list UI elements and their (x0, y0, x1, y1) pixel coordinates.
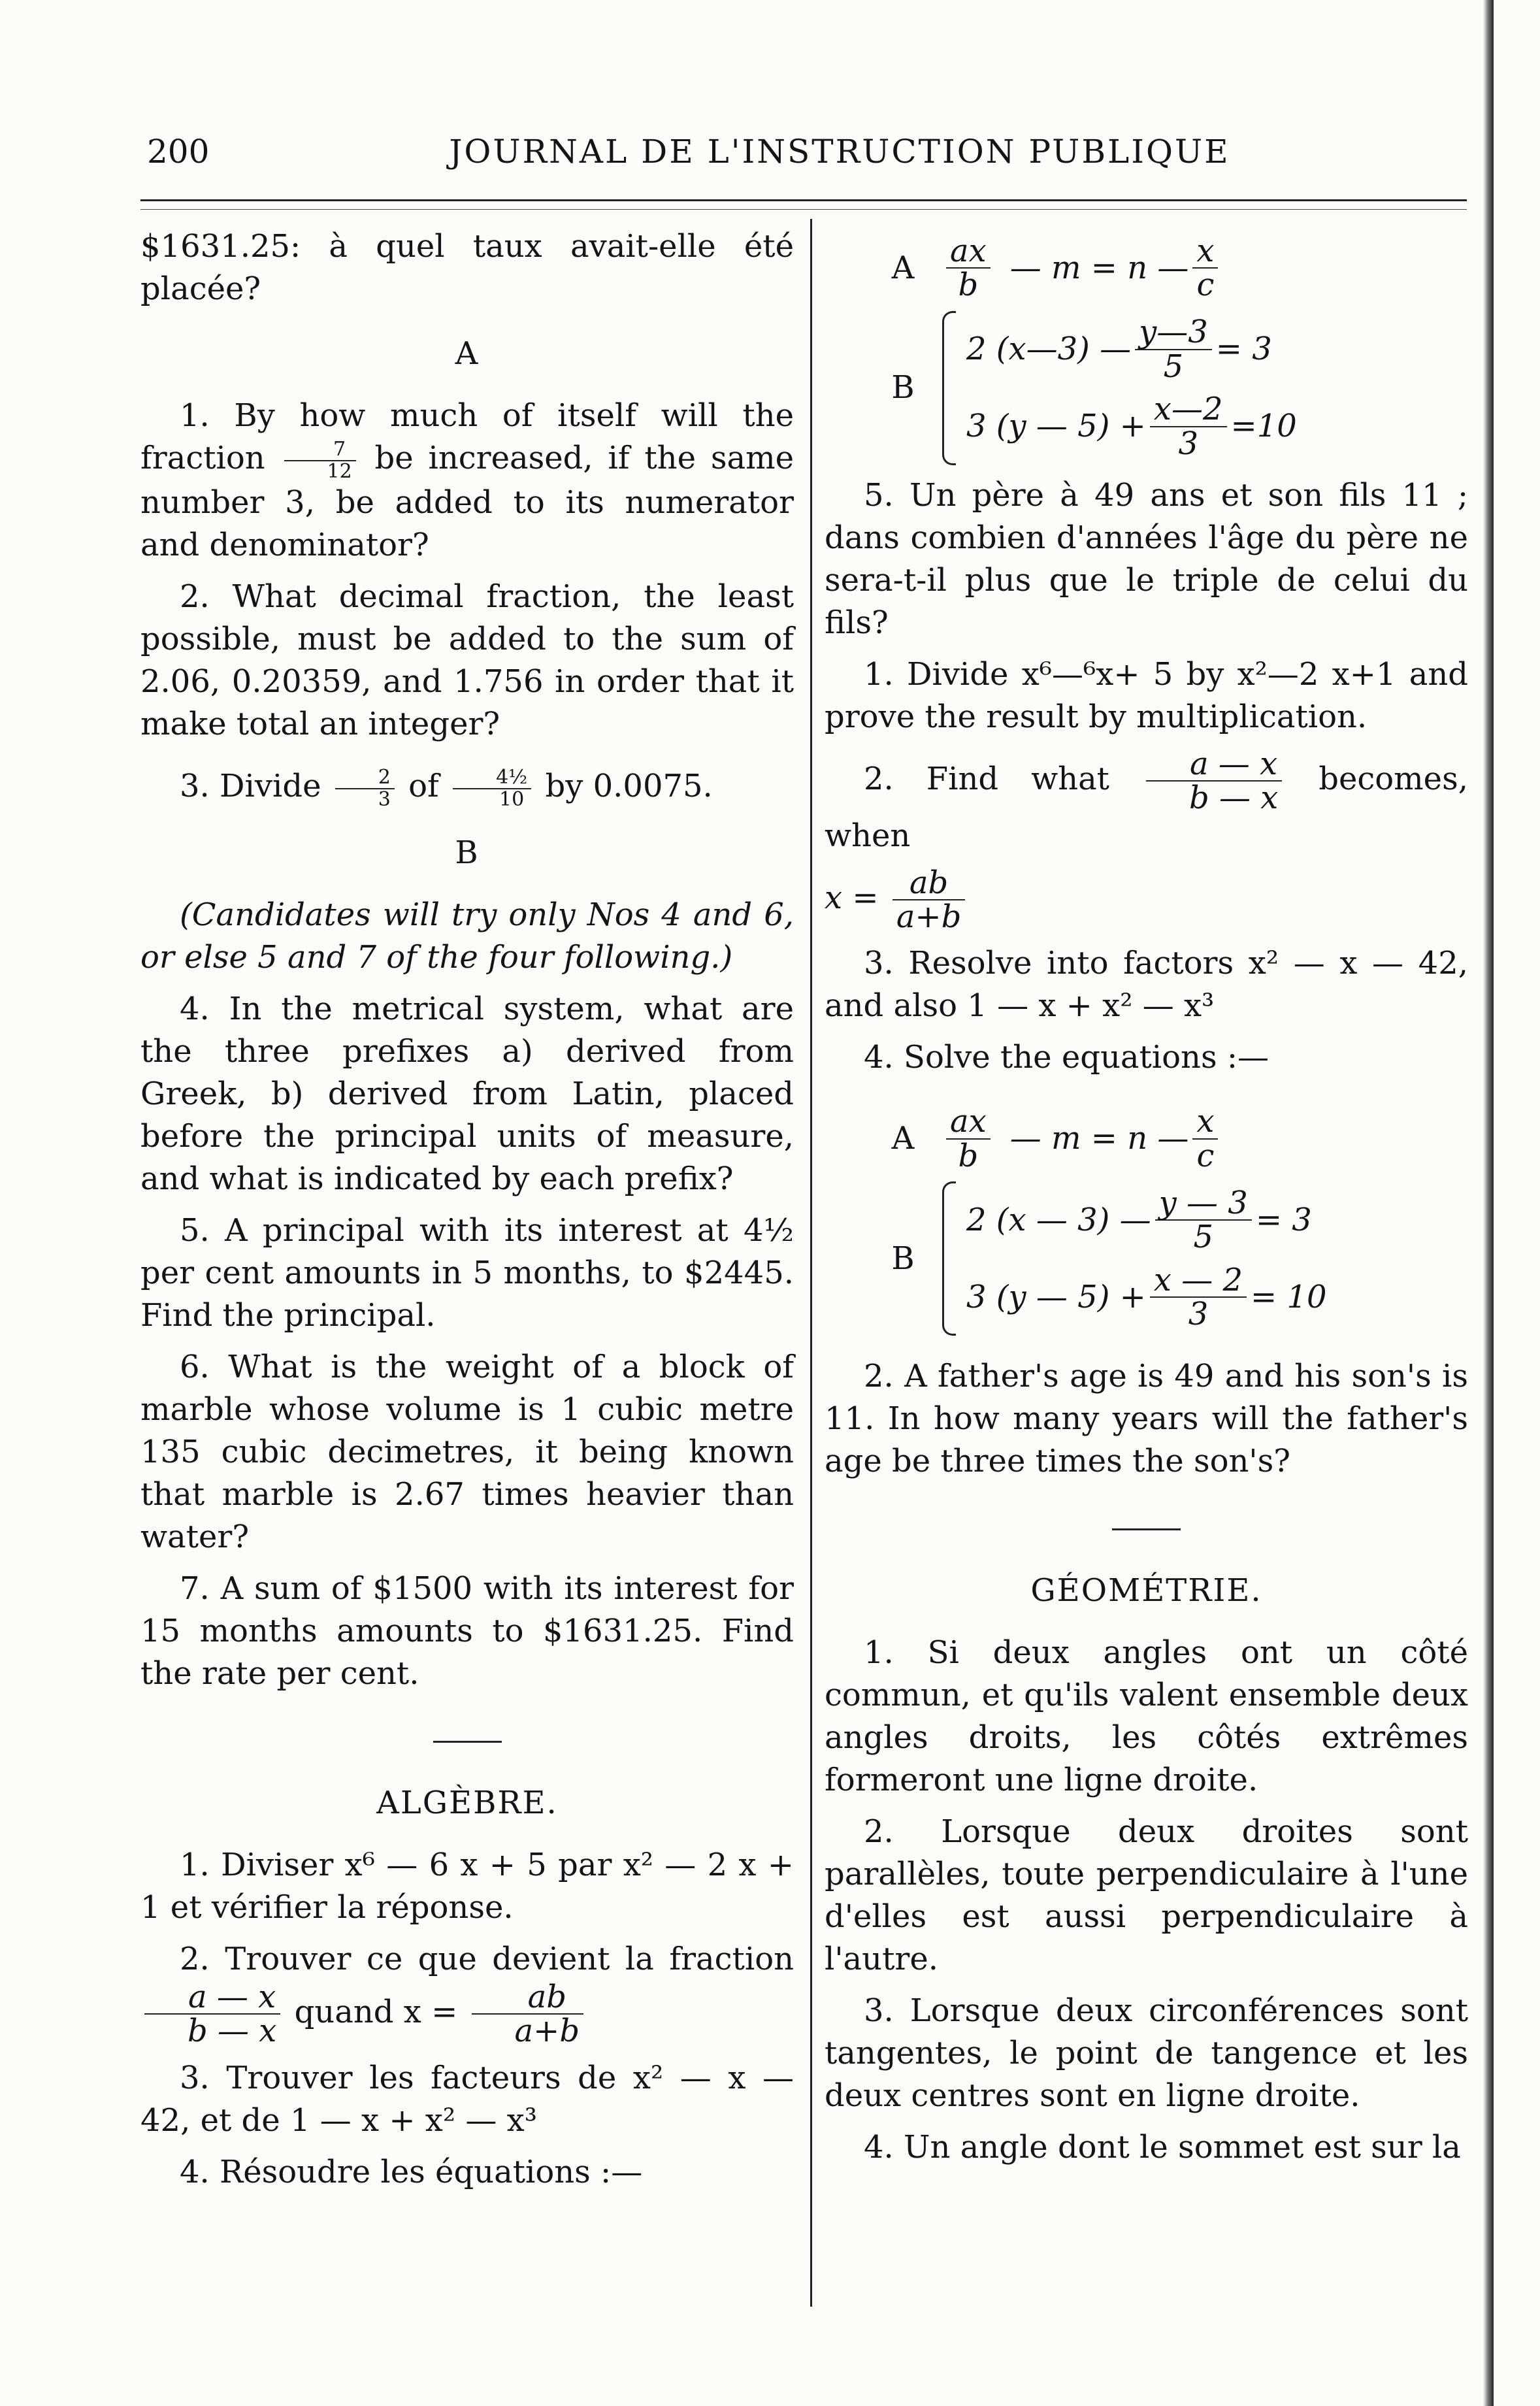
fraction-two-thirds (335, 767, 395, 810)
fraction-denominator: 5 (1163, 348, 1184, 385)
algebre-q3: 3. Trouver les facteurs de x² — x — 42, et de 1 — x + x² — x³ (140, 2059, 794, 2139)
fraction-denominator: a+b (896, 898, 962, 935)
english-q4: 4. Solve the equations :— (864, 1039, 1270, 1076)
fraction-a-x-over-b-x (1146, 745, 1282, 817)
section-a-heading: A (455, 335, 480, 372)
geometrie-q1: 1. Si deux angles ont un côté commun, et qu'ils valent ensemble deux angles droits, les côtés extrêmes formeront une ligne droite. (825, 1634, 1468, 1799)
fraction-denominator: b (958, 267, 979, 304)
intro-text: $1631.25: à quel taux avait-elle été placée? (140, 228, 794, 307)
column-divider (810, 219, 812, 2307)
fraction-x-over-c (1192, 1105, 1218, 1172)
algebre-heading: ALGÈBRE. (376, 1785, 558, 1821)
question-a3 (140, 765, 794, 810)
fraction-denominator: b (958, 1137, 979, 1174)
question-a3-of: of (408, 768, 439, 804)
english-q5: 2. A father's age is 49 and his son's is 11. In how many years will the father's age be three times the son's? (825, 1358, 1468, 1480)
fraction-numerator: ax (946, 235, 991, 269)
system-line-1 (966, 311, 1297, 388)
fraction-denominator: 10 (499, 787, 525, 811)
algebre-q2 (140, 1938, 794, 2048)
candidates-note: (Candidates will try only Nos 4 and 6, or else 5 and 7 of the four following.) (140, 897, 794, 976)
line-post: = 3 (1215, 331, 1272, 368)
fraction-numerator: x (1192, 235, 1218, 269)
header-rule (140, 199, 1467, 201)
line-pre: 3 (y — 5) + (966, 1278, 1146, 1315)
algebre-q2-pre: 2. Trouver ce que devient la fraction (180, 1941, 794, 1977)
fraction-numerator: ax (946, 1105, 991, 1139)
fraction-denominator: 5 (1193, 1219, 1213, 1256)
question-b7: 7. A sum of $1500 with its interest for 15 months amounts to $1631.25. Find the rate per cent. (140, 1570, 794, 1692)
section-separator (1112, 1528, 1181, 1530)
fraction-denominator: 12 (327, 459, 352, 483)
binding-edge (1483, 0, 1494, 2406)
fraction-denominator: a+b (514, 2013, 580, 2050)
line-pre: 2 (x — 3) — (966, 1201, 1151, 1238)
fraction-denominator: b — x (1188, 780, 1279, 817)
question-a1-pre: 1. By how much of itself will the fraction (140, 397, 794, 476)
fraction-ab-over-a-plus-b (893, 866, 966, 934)
right-column (825, 225, 1468, 2178)
question-a3-post: by 0.0075. (545, 768, 713, 804)
english-q2 (825, 745, 1468, 857)
algebre-q4: 4. Résoudre les équations :— (180, 2153, 643, 2190)
equation-system (942, 311, 1297, 465)
system-line-2 (966, 1259, 1327, 1336)
question-a2: 2. What decimal fraction, the least possible, must be added to the sum of 2.06, 0.20359, and 1.756 in order that it make total an integer? (140, 578, 794, 742)
english-q2-condition (825, 866, 1468, 934)
section-b-heading: B (455, 834, 480, 871)
english-q3: 3. Resolve into factors x² — x — 42, and also 1 — x + x² — x³ (825, 945, 1468, 1025)
line-post: = 3 (1255, 1201, 1312, 1238)
fraction-numerator: x (1192, 1105, 1218, 1139)
line-post: = 10 (1251, 1278, 1327, 1315)
running-title: JOURNAL DE L'INSTRUCTION PUBLIQUE (449, 133, 1230, 171)
fraction-denominator: 3 (378, 787, 391, 811)
equation-a-second (864, 1105, 1468, 1172)
question-a3-pre: 3. Divide (180, 768, 321, 804)
fraction-numerator: ab (893, 866, 966, 900)
fraction-numerator: y—3 (1135, 316, 1212, 350)
section-separator (433, 1741, 502, 1743)
fraction-numerator: 2 (335, 767, 395, 789)
fraction-ax-over-b (946, 1105, 991, 1172)
equation-label: B (891, 369, 915, 406)
equation-label: A (891, 249, 915, 286)
page-header (140, 127, 1467, 180)
fraction-y-3-over-5 (1155, 1184, 1252, 1256)
fraction-numerator: 7 (284, 439, 356, 461)
fraction-7-12 (284, 439, 356, 482)
fraction-x-2-over-3 (1150, 1261, 1247, 1333)
fraction-numerator: ab (472, 1981, 584, 2015)
fraction-four-half-tenths (453, 767, 531, 810)
line-pre: 3 (y — 5) + (966, 408, 1146, 445)
page-number: 200 (147, 133, 210, 171)
left-column (140, 225, 794, 2203)
fraction-numerator: a — x (1146, 748, 1282, 782)
equation-middle: — m = n — (1009, 1120, 1189, 1157)
english-q2-post: becomes, when (825, 760, 1468, 854)
fraction-denominator: c (1196, 267, 1215, 304)
fraction-y-3-over-5 (1135, 316, 1212, 383)
fraction-denominator: 3 (1188, 1296, 1209, 1333)
fraction-numerator: 4½ (453, 767, 531, 789)
fraction-x-2-over-3 (1150, 393, 1227, 460)
fraction-numerator: x — 2 (1150, 1264, 1247, 1298)
equation-label: A (891, 1120, 915, 1157)
question-a1 (140, 395, 794, 567)
system-line-1 (966, 1181, 1327, 1259)
algebre-q2-mid: quand x = (294, 1993, 458, 2030)
geometrie-q2: 2. Lorsque deux droites sont parallèles, toute perpendiculaire à l'une d'elles est aussi perpendiculaire à l'autre. (825, 1813, 1468, 1978)
fraction-denominator: c (1196, 1137, 1215, 1174)
fraction-x-over-c (1192, 235, 1218, 302)
header-rule-thin (140, 209, 1467, 210)
system-line-2 (966, 388, 1297, 465)
left-brace (942, 1181, 956, 1336)
question-b6: 6. What is the weight of a block of marble whose volume is 1 cubic metre 135 cubic decimetres, it being known that marble is 2.67 times heavier than water? (140, 1349, 794, 1555)
fraction-ab-over-a-plus-b (472, 1981, 584, 2048)
line-pre: 2 (x—3) — (966, 331, 1132, 368)
left-brace (942, 311, 956, 465)
geometrie-q3: 3. Lorsque deux circonférences sont tangentes, le point de tangence et les deux centres sont en ligne droite. (825, 1992, 1468, 2115)
line-post: =10 (1230, 408, 1297, 445)
geometrie-q4: 4. Un angle dont le sommet est sur la (864, 2129, 1461, 2166)
equation-system (942, 1181, 1327, 1336)
equation-label: B (891, 1240, 915, 1277)
x-equals: x = (825, 879, 879, 916)
fraction-denominator: 3 (1178, 425, 1198, 462)
question-b4: 4. In the metrical system, what are the three prefixes a) derived from Greek, b) derived from Latin, placed before the principal units of measure, and what is indicated by each prefix? (140, 991, 794, 1197)
english-q1: 1. Divide x⁶—⁶x+ 5 by x²—2 x+1 and prove the result by multiplication. (825, 655, 1468, 735)
fraction-a-x-over-b-x (144, 1981, 280, 2048)
question-a1-post: be increased, if the same number 3, be added to its numerator and denominator? (140, 440, 794, 563)
algebre-q1: 1. Diviser x⁶ — 6 x + 5 par x² — 2 x + 1 et vérifier la réponse. (140, 1847, 794, 1926)
fraction-numerator: a — x (144, 1981, 280, 2015)
fraction-denominator: b — x (188, 2013, 277, 2050)
equation-middle: — m = n — (1009, 249, 1189, 286)
question-b5: 5. A principal with its interest at 4½ per cent amounts in 5 months, to $2445. Find the principal. (140, 1212, 794, 1334)
question-5-fr: 5. Un père à 49 ans et son fils 11 ; dans combien d'années l'âge du père ne sera-t-il plus que le triple de celui du fils? (825, 476, 1468, 641)
equation-a (864, 235, 1468, 302)
fraction-numerator: y — 3 (1155, 1187, 1252, 1221)
equation-system-b-second (864, 1181, 1468, 1336)
geometrie-heading: GÉOMÉTRIE. (1030, 1572, 1262, 1609)
english-q2-pre: 2. Find what (864, 760, 1109, 797)
fraction-numerator: x—2 (1150, 393, 1227, 427)
fraction-ax-over-b (946, 235, 991, 302)
equation-system-b (864, 311, 1468, 465)
